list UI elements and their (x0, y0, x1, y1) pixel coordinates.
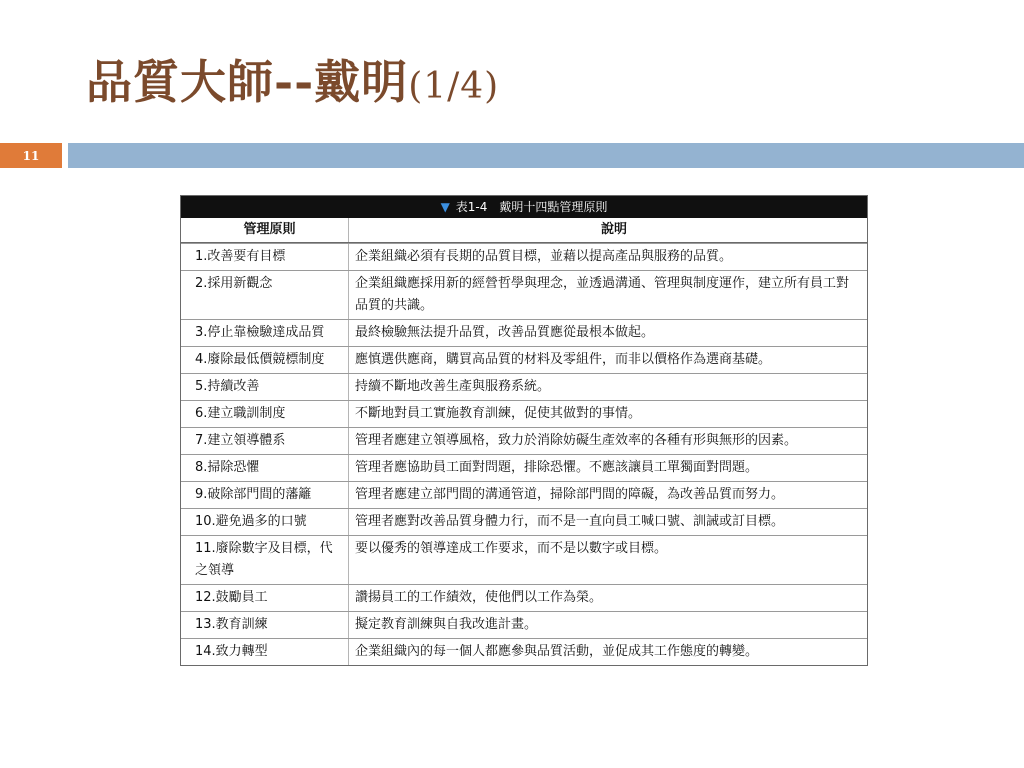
principle-cell: 14.致力轉型 (181, 639, 349, 665)
header-description: 說明 (600, 222, 627, 237)
principle-cell: 12.鼓勵員工 (181, 585, 349, 611)
slide-title-main: 品質大師--戴明 (86, 55, 409, 109)
table-row (181, 270, 867, 319)
table-row (181, 454, 867, 481)
principle-cell: 2.採用新觀念 (181, 271, 349, 319)
page-number: 11 (0, 143, 62, 168)
principle-cell: 11.廢除數字及目標，代之領導 (181, 536, 349, 584)
description-cell: 應慎選供應商，購買高品質的材料及零組件，而非以價格作為選商基礎。 (355, 352, 772, 367)
description-cell: 管理者應建立部門間的溝通管道，掃除部門間的障礙，為改善品質而努力。 (355, 487, 785, 502)
principle-cell: 6.建立職訓制度 (181, 401, 349, 427)
table-header-row (181, 218, 867, 243)
description-cell: 管理者應協助員工面對問題，排除恐懼。不應該讓員工單獨面對問題。 (355, 460, 759, 475)
principle-cell: 9.破除部門間的藩籬 (181, 482, 349, 508)
header-principle: 管理原則 (181, 218, 349, 242)
table-row (181, 535, 867, 584)
table-row (181, 481, 867, 508)
principle-cell: 4.廢除最低價競標制度 (181, 347, 349, 373)
description-cell: 不斷地對員工實施教育訓練，促使其做對的事情。 (355, 406, 642, 421)
table-row (181, 243, 867, 270)
table-row (181, 508, 867, 535)
description-cell: 企業組織必須有長期的品質目標，並藉以提高產品與服務的品質。 (355, 249, 733, 264)
table-row (181, 611, 867, 638)
description-cell: 管理者應對改善品質身體力行，而不是一直向員工喊口號、訓誡或訂目標。 (355, 514, 785, 529)
description-cell: 最終檢驗無法提升品質，改善品質應從最根本做起。 (355, 325, 655, 340)
table-row (181, 427, 867, 454)
description-cell: 讚揚員工的工作績效，使他們以工作為榮。 (355, 590, 603, 605)
table-row (181, 346, 867, 373)
principle-cell: 8.掃除恐懼 (181, 455, 349, 481)
description-cell: 要以優秀的領導達成工作要求，而不是以數字或目標。 (355, 541, 668, 556)
description-cell: 管理者應建立領導風格，致力於消除妨礙生產效率的各種有形與無形的因素。 (355, 433, 798, 448)
principles-table (180, 195, 868, 666)
principle-cell: 10.避免過多的口號 (181, 509, 349, 535)
principle-cell: 1.改善要有目標 (181, 244, 349, 270)
title-underline-bar (68, 143, 1024, 168)
principle-cell: 7.建立領導體系 (181, 428, 349, 454)
table-row (181, 584, 867, 611)
caption-title: 戴明十四點管理原則 (499, 200, 608, 214)
principle-cell: 3.停止靠檢驗達成品質 (181, 320, 349, 346)
table-row (181, 373, 867, 400)
caption-triangle-icon: ▼ (440, 200, 450, 214)
slide-title (86, 52, 499, 117)
table-row (181, 400, 867, 427)
caption-number: 表1-4 (455, 200, 488, 214)
table-body (181, 243, 867, 665)
principle-cell: 13.教育訓練 (181, 612, 349, 638)
table-caption (181, 196, 867, 218)
table-row (181, 319, 867, 346)
slide-title-sub: (1/4) (408, 66, 500, 107)
description-cell: 持續不斷地改善生產與服務系統。 (355, 379, 551, 394)
description-cell: 企業組織應採用新的經營哲學與理念，並透過溝通、管理與制度運作，建立所有員工對品質的共識。 (355, 276, 850, 313)
table-row (181, 638, 867, 665)
principle-cell: 5.持續改善 (181, 374, 349, 400)
description-cell: 企業組織內的每一個人都應參與品質活動，並促成其工作態度的轉變。 (355, 644, 759, 659)
description-cell: 擬定教育訓練與自我改進計畫。 (355, 617, 538, 632)
